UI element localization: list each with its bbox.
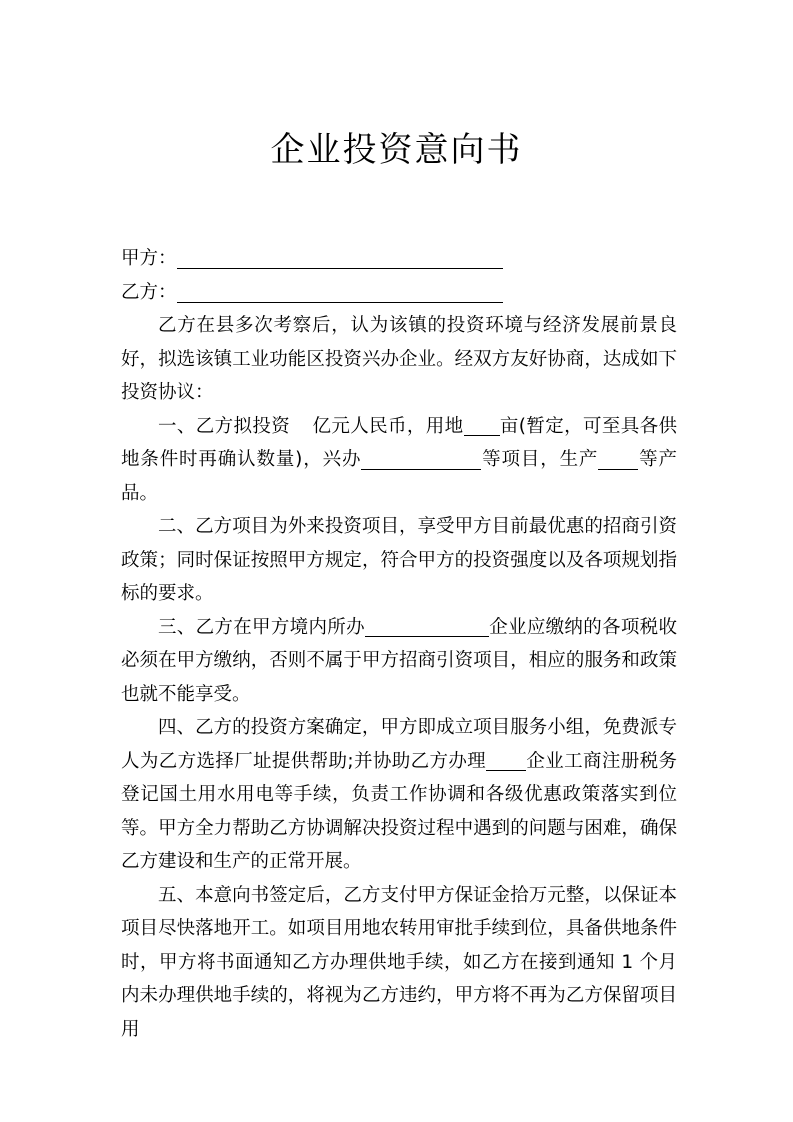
clause-1-text-4: 等项目，生产 (481, 449, 599, 470)
clause-3-text-1: 三、乙方在甲方境内所办 (158, 616, 365, 638)
clause-4-text-2: 企业工商注册税务登记国土用水用电等手续，负责工作协调和各级优惠政策落实到位等。甲方全力帮助乙方协调解决投资过程中遇到的问题与困难，确保乙方建设和生产的正常开展。 (121, 750, 677, 872)
party-a-row (121, 246, 177, 272)
party-a-blank (177, 268, 503, 269)
clause-3-text-2: 企业应缴纳的各项税收必须在甲方缴纳，否则不属于甲方招商引资项目，相应的服务和政策也就不能享受。 (121, 616, 677, 705)
clause-1-blank-product (598, 449, 638, 469)
clause-2: 二、乙方项目为外来投资项目，享受甲方目前最优惠的招商引资政策；同时保证按照甲方规定，符合甲方的投资强度以及各项规划指标的要求。 (121, 516, 677, 604)
clause-4 (121, 711, 677, 879)
clause-1-blank-area (464, 416, 500, 436)
clause-5: 五、本意向书签定后，乙方支付甲方保证金拾万元整，以保证本项目尽快落地开工。如项目用地农转用审批手续到位，具备供地条件时，甲方将书面通知乙方办理供地手续，如乙方在接到通知 1 个月内未办理供地手续的，将视为乙方违约，甲方将不再为乙方保留项目用 (121, 884, 677, 1040)
party-b-label: 乙方： (121, 282, 177, 303)
clause-3 (121, 611, 677, 712)
clause-4-text-1: 四、乙方的投资方案确定，甲方即成立项目服务小组，免费派专人为乙方选择厂址提供帮助;并协助乙方办理 (121, 717, 677, 772)
clause-4-blank-enterprise (486, 751, 526, 771)
party-a-label: 甲方： (121, 248, 177, 269)
document-body (121, 309, 677, 1046)
document-title: 企业投资意向书 (270, 130, 523, 170)
clause-1-text-5: 等产品。 (121, 449, 677, 504)
clause-3-blank-enterprise (365, 617, 489, 637)
clause-1-text-3: 亩(暂定，可至具各供地条件时再确认数量)，兴办 (121, 415, 677, 470)
party-b-row (121, 280, 177, 306)
clause-1-text-2: 亿元人民币，用地 (312, 415, 464, 437)
clause-1-text-1: 一、乙方拟投资 (158, 415, 291, 437)
clause-1-blank-project (361, 449, 481, 469)
clause-1 (121, 410, 677, 511)
intro-paragraph: 乙方在县多次考察后，认为该镇的投资环境与经济发展前景良好，拟选该镇工业功能区投资兴办企业。经双方友好协商，达成如下投资协议： (121, 315, 677, 403)
party-b-blank (177, 302, 503, 303)
